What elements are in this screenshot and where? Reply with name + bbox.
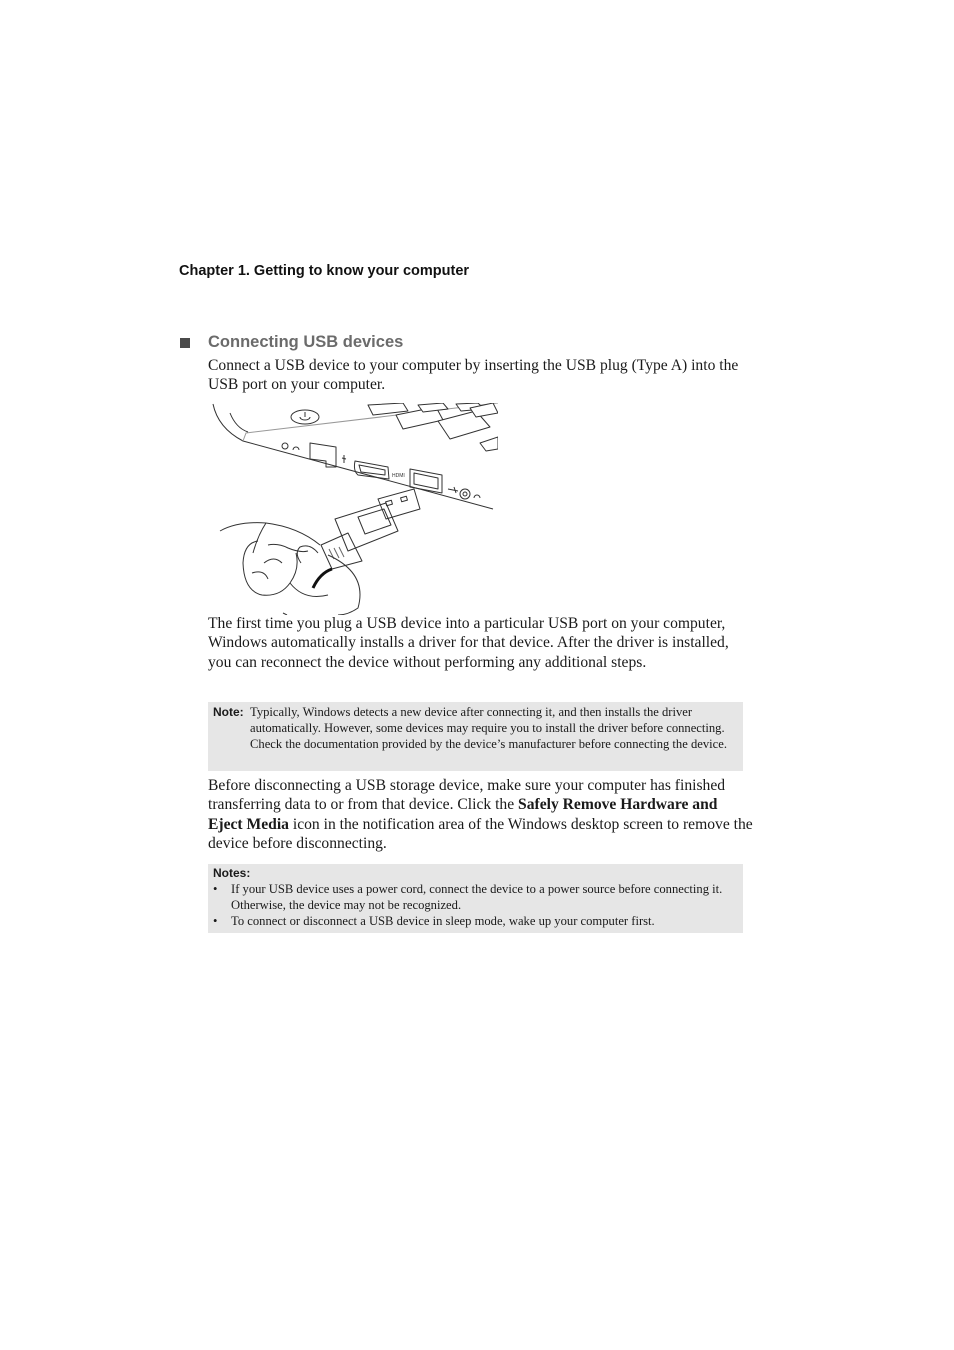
notes-item-text: To connect or disconnect a USB device in sleep mode, wake up your computer first. <box>231 914 655 929</box>
hdmi-port-label: HDMI <box>392 473 405 479</box>
notes-item-text: If your USB device uses a power cord, connect the device to a power source before connecting it. Otherwise, the device may not be recognized. <box>231 882 723 913</box>
section-bullet-square <box>180 338 190 348</box>
chapter-title: Chapter 1. Getting to know your computer <box>179 263 470 279</box>
notes-label: Notes: <box>213 866 251 880</box>
first-time-paragraph: The first time you plug a USB device into a particular USB port on your computer, Windows automatically installs a driver for that device. After the driver is installed, you can reconnect the device without performing any additional steps. <box>208 615 729 671</box>
disconnect-text-start: Before disconnecting a USB storage device, make sure your computer has finished transferring data to or from that device. Click the <box>208 777 726 814</box>
bullet-dot: • <box>213 882 218 897</box>
section-heading: Connecting USB devices <box>208 333 404 351</box>
bullet-dot: • <box>213 914 218 929</box>
note-text: Typically, Windows detects a new device after connecting it, and then installs the driver automatically. However, some devices may require you to install the driver before connecting. Check the documentation provided by the device’s manufacturer before connecting the device. <box>250 705 727 752</box>
note-box <box>208 702 743 771</box>
safely-remove-hardware-term: Safely Remove Hardware and Eject Media <box>208 796 718 833</box>
note-label: Note: <box>213 705 244 719</box>
usb-connection-illustration <box>208 403 498 615</box>
notes-item <box>213 881 731 913</box>
intro-paragraph: Connect a USB device to your computer by inserting the USB plug (Type A) into the USB port on your computer. <box>208 357 739 394</box>
notes-box <box>208 864 743 933</box>
disconnect-text-end: icon in the notification area of the Windows desktop screen to remove the device before disconnecting. <box>208 815 753 853</box>
disconnect-paragraph <box>208 776 753 854</box>
notes-item <box>213 913 731 929</box>
